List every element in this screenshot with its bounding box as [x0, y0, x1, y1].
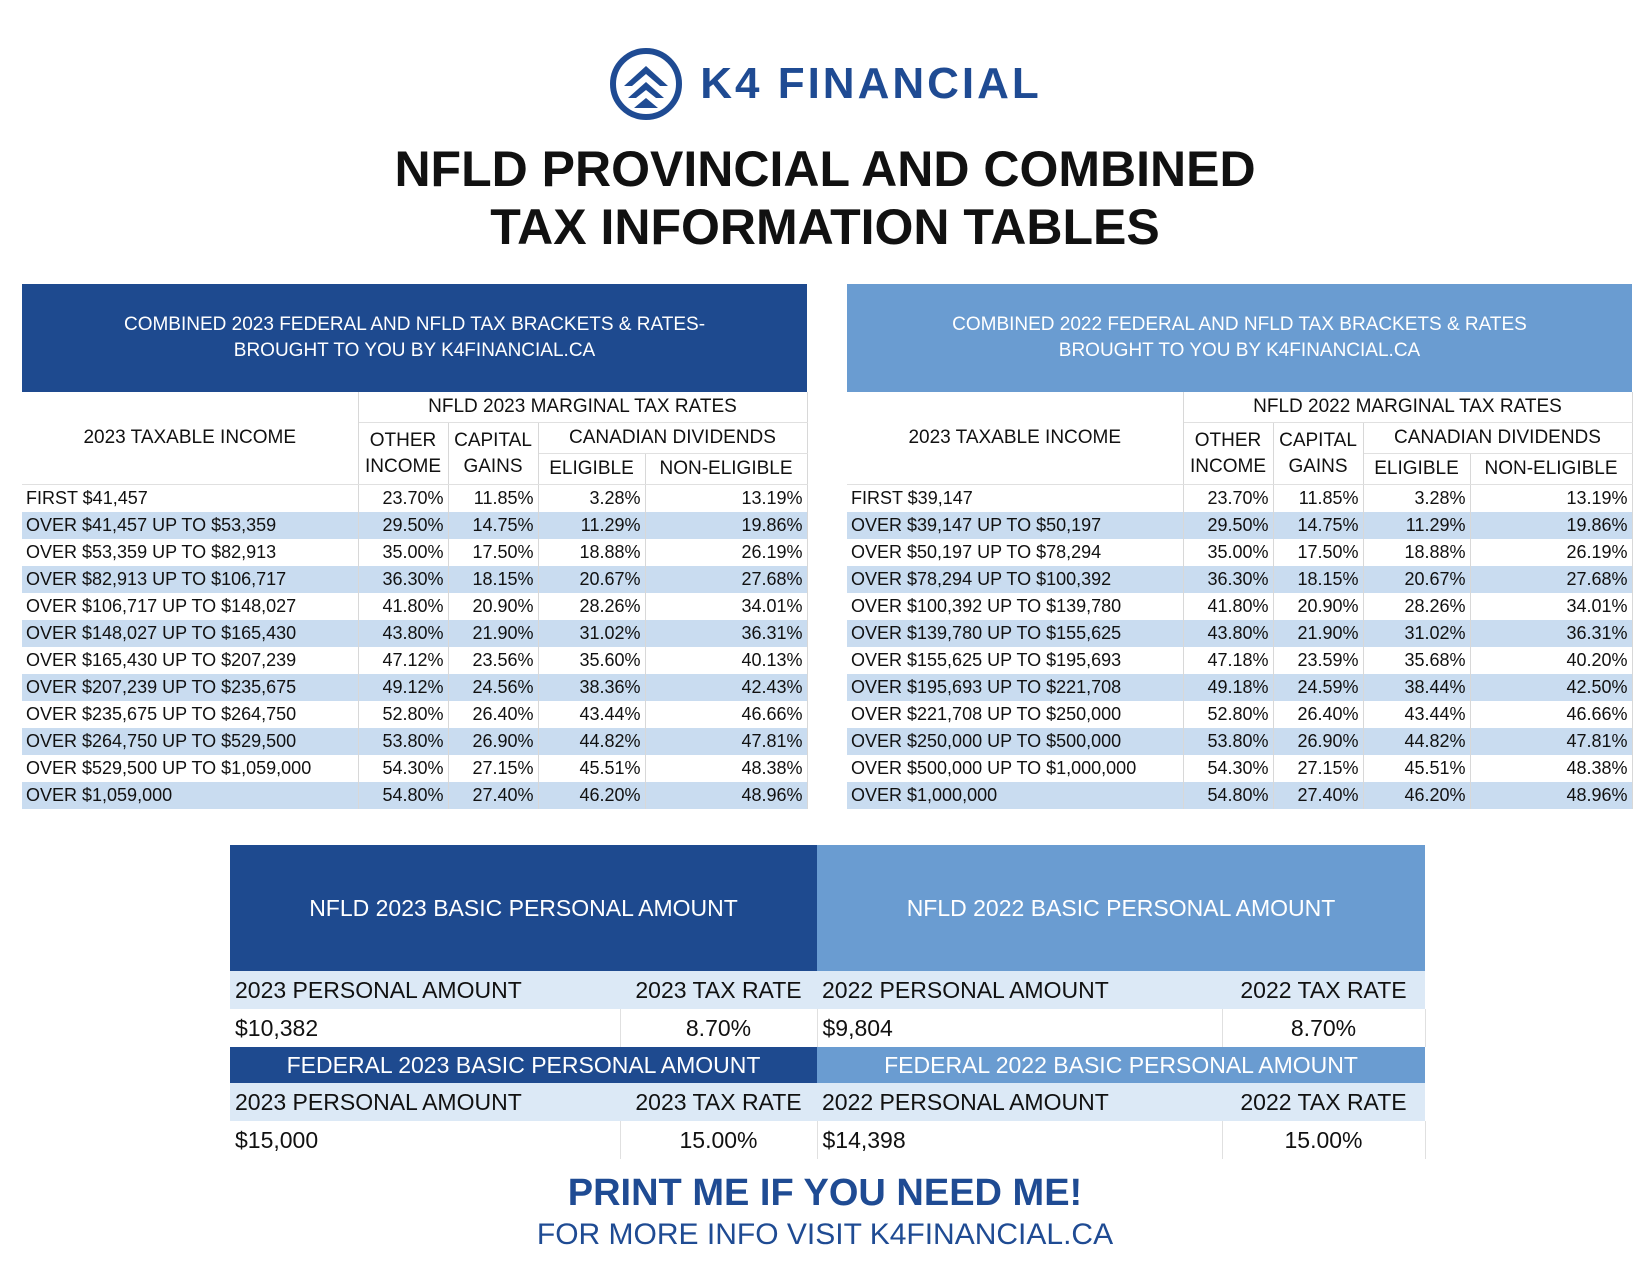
- federal-2022-bpa-header: FEDERAL 2022 BASIC PERSONAL AMOUNT: [817, 1047, 1425, 1083]
- non-eligible-dividend-cell: 13.19%: [645, 485, 807, 513]
- other-income-cell: 29.50%: [358, 512, 448, 539]
- other-income-cell: 36.30%: [1183, 566, 1273, 593]
- rate-2022-label: 2022 TAX RATE: [1222, 1083, 1425, 1121]
- tax-brackets-2022-body: [847, 485, 1632, 810]
- income-range-cell: OVER $1,000,000: [847, 782, 1183, 809]
- federal-2022-amount: $14,398: [817, 1121, 1222, 1159]
- other-income-header: OTHER INCOME: [358, 423, 448, 485]
- table-row: [22, 566, 807, 593]
- capital-gains-cell: 24.56%: [448, 674, 538, 701]
- income-range-cell: OVER $195,693 UP TO $221,708: [847, 674, 1183, 701]
- eligible-dividend-cell: 28.26%: [538, 593, 645, 620]
- income-range-cell: OVER $53,359 UP TO $82,913: [22, 539, 358, 566]
- table-row: [847, 512, 1632, 539]
- capital-gains-header: CAPITAL GAINS: [1273, 423, 1363, 485]
- brand-logo: [0, 46, 1650, 122]
- capital-gains-cell: 23.59%: [1273, 647, 1363, 674]
- table-row: [847, 485, 1632, 513]
- tax-brackets-2023-body: [22, 485, 807, 810]
- other-income-cell: 53.80%: [1183, 728, 1273, 755]
- more-info-link-text: FOR MORE INFO VISIT K4FINANCIAL.CA: [536, 1218, 1114, 1251]
- income-range-cell: OVER $264,750 UP TO $529,500: [22, 728, 358, 755]
- eligible-dividend-cell: 43.44%: [538, 701, 645, 728]
- tax-brackets-2022-table: [847, 284, 1633, 809]
- amount-2023-label: 2023 PERSONAL AMOUNT: [230, 971, 620, 1009]
- table-row: [847, 728, 1632, 755]
- non-eligible-dividend-cell: 48.96%: [645, 782, 807, 809]
- other-income-cell: 52.80%: [358, 701, 448, 728]
- eligible-dividend-cell: 20.67%: [1363, 566, 1470, 593]
- income-range-cell: FIRST $41,457: [22, 485, 358, 513]
- other-income-cell: 47.18%: [1183, 647, 1273, 674]
- capital-gains-cell: 17.50%: [448, 539, 538, 566]
- non-eligible-dividend-cell: 47.81%: [1470, 728, 1632, 755]
- other-income-header: OTHER INCOME: [1183, 423, 1273, 485]
- non-eligible-dividend-cell: 48.38%: [1470, 755, 1632, 782]
- table-row: [22, 512, 807, 539]
- amount-2022-label: 2022 PERSONAL AMOUNT: [817, 971, 1222, 1009]
- table-row: [22, 782, 807, 809]
- capital-gains-cell: 20.90%: [1273, 593, 1363, 620]
- table-row: [847, 701, 1632, 728]
- other-income-cell: 35.00%: [1183, 539, 1273, 566]
- tax-brackets-2023-header: [22, 284, 807, 392]
- tax-brackets-2022-header: [847, 284, 1632, 392]
- header-line1: COMBINED 2023 FEDERAL AND NFLD TAX BRACKETS & RATES-: [123, 314, 706, 335]
- other-income-cell: 43.80%: [1183, 620, 1273, 647]
- income-range-cell: OVER $78,294 UP TO $100,392: [847, 566, 1183, 593]
- taxable-income-header: 2023 TAXABLE INCOME: [22, 392, 358, 485]
- header-line1: COMBINED 2022 FEDERAL AND NFLD TAX BRACKETS & RATES: [952, 314, 1527, 335]
- income-range-cell: OVER $221,708 UP TO $250,000: [847, 701, 1183, 728]
- table-row: [22, 539, 807, 566]
- amount-2023-label: 2023 PERSONAL AMOUNT: [230, 1083, 620, 1121]
- non-eligible-dividend-cell: 42.50%: [1470, 674, 1632, 701]
- non-eligible-dividend-cell: 27.68%: [645, 566, 807, 593]
- table-row: [22, 620, 807, 647]
- other-income-cell: 36.30%: [358, 566, 448, 593]
- non-eligible-dividend-cell: 26.19%: [645, 539, 807, 566]
- non-eligible-dividend-cell: 36.31%: [645, 620, 807, 647]
- canadian-dividends-header: CANADIAN DIVIDENDS: [538, 423, 807, 454]
- federal-2023-bpa-header: FEDERAL 2023 BASIC PERSONAL AMOUNT: [230, 1047, 817, 1083]
- income-range-cell: OVER $139,780 UP TO $155,625: [847, 620, 1183, 647]
- other-income-cell: 41.80%: [358, 593, 448, 620]
- non-eligible-dividend-cell: 47.81%: [645, 728, 807, 755]
- income-range-cell: OVER $155,625 UP TO $195,693: [847, 647, 1183, 674]
- other-income-cell: 23.70%: [358, 485, 448, 513]
- table-row: [847, 620, 1632, 647]
- capital-gains-cell: 20.90%: [448, 593, 538, 620]
- income-range-cell: OVER $106,717 UP TO $148,027: [22, 593, 358, 620]
- page-title-line1: NFLD PROVINCIAL AND COMBINED: [394, 141, 1256, 197]
- income-range-cell: OVER $39,147 UP TO $50,197: [847, 512, 1183, 539]
- non-eligible-dividend-cell: 34.01%: [645, 593, 807, 620]
- non-eligible-dividend-cell: 48.38%: [645, 755, 807, 782]
- nfld-2022-amount: $9,804: [817, 1009, 1222, 1047]
- other-income-cell: 49.12%: [358, 674, 448, 701]
- amount-2022-label: 2022 PERSONAL AMOUNT: [817, 1083, 1222, 1121]
- eligible-dividend-cell: 43.44%: [1363, 701, 1470, 728]
- eligible-dividend-cell: 46.20%: [1363, 782, 1470, 809]
- capital-gains-cell: 27.15%: [448, 755, 538, 782]
- capital-gains-cell: 27.15%: [1273, 755, 1363, 782]
- non-eligible-dividend-cell: 42.43%: [645, 674, 807, 701]
- header-line2: BROUGHT TO YOU BY K4FINANCIAL.CA: [1058, 340, 1421, 361]
- eligible-dividend-cell: 38.44%: [1363, 674, 1470, 701]
- capital-gains-cell: 26.40%: [448, 701, 538, 728]
- eligible-dividend-cell: 3.28%: [1363, 485, 1470, 513]
- nfld-2022-bpa-header: NFLD 2022 BASIC PERSONAL AMOUNT: [817, 845, 1425, 971]
- other-income-cell: 35.00%: [358, 539, 448, 566]
- table-row: [847, 566, 1632, 593]
- eligible-dividend-cell: 38.36%: [538, 674, 645, 701]
- eligible-dividend-cell: 11.29%: [1363, 512, 1470, 539]
- rate-2023-label: 2023 TAX RATE: [620, 1083, 817, 1121]
- capital-gains-cell: 26.90%: [1273, 728, 1363, 755]
- non-eligible-dividend-cell: 26.19%: [1470, 539, 1632, 566]
- table-row: [847, 674, 1632, 701]
- other-income-cell: 54.30%: [358, 755, 448, 782]
- eligible-dividend-cell: 44.82%: [538, 728, 645, 755]
- capital-gains-cell: 27.40%: [1273, 782, 1363, 809]
- table-row: [847, 755, 1632, 782]
- other-income-cell: 53.80%: [358, 728, 448, 755]
- other-income-cell: 54.80%: [1183, 782, 1273, 809]
- non-eligible-dividend-cell: 46.66%: [1470, 701, 1632, 728]
- eligible-dividend-cell: 31.02%: [538, 620, 645, 647]
- taxable-income-header: 2023 TAXABLE INCOME: [847, 392, 1183, 485]
- table-row: [847, 593, 1632, 620]
- non-eligible-dividend-cell: 40.20%: [1470, 647, 1632, 674]
- table-row: [22, 701, 807, 728]
- eligible-dividend-cell: 3.28%: [538, 485, 645, 513]
- capital-gains-cell: 11.85%: [1273, 485, 1363, 513]
- capital-gains-cell: 18.15%: [1273, 566, 1363, 593]
- eligible-dividend-cell: 44.82%: [1363, 728, 1470, 755]
- eligible-dividend-cell: 45.51%: [538, 755, 645, 782]
- non-eligible-dividend-cell: 19.86%: [1470, 512, 1632, 539]
- other-income-cell: 29.50%: [1183, 512, 1273, 539]
- table-row: [847, 647, 1632, 674]
- table-row: [22, 674, 807, 701]
- income-range-cell: OVER $529,500 UP TO $1,059,000: [22, 755, 358, 782]
- nfld-2023-rate: 8.70%: [620, 1009, 817, 1047]
- capital-gains-cell: 24.59%: [1273, 674, 1363, 701]
- print-me-heading: PRINT ME IF YOU NEED ME!: [567, 1172, 1083, 1214]
- eligible-dividend-cell: 18.88%: [538, 539, 645, 566]
- income-range-cell: FIRST $39,147: [847, 485, 1183, 513]
- income-range-cell: OVER $165,430 UP TO $207,239: [22, 647, 358, 674]
- non-eligible-dividend-cell: 36.31%: [1470, 620, 1632, 647]
- capital-gains-cell: 17.50%: [1273, 539, 1363, 566]
- federal-2023-amount: $15,000: [230, 1121, 620, 1159]
- income-range-cell: OVER $82,913 UP TO $106,717: [22, 566, 358, 593]
- income-range-cell: OVER $148,027 UP TO $165,430: [22, 620, 358, 647]
- other-income-cell: 54.80%: [358, 782, 448, 809]
- non-eligible-dividend-cell: 46.66%: [645, 701, 807, 728]
- non-eligible-dividend-cell: 34.01%: [1470, 593, 1632, 620]
- non-eligible-dividend-cell: 48.96%: [1470, 782, 1632, 809]
- other-income-cell: 47.12%: [358, 647, 448, 674]
- eligible-dividend-cell: 20.67%: [538, 566, 645, 593]
- marginal-rates-header: NFLD 2022 MARGINAL TAX RATES: [1183, 392, 1632, 423]
- canadian-dividends-header: CANADIAN DIVIDENDS: [1363, 423, 1632, 454]
- capital-gains-cell: 26.90%: [448, 728, 538, 755]
- eligible-dividend-cell: 46.20%: [538, 782, 645, 809]
- rate-2022-label: 2022 TAX RATE: [1222, 971, 1425, 1009]
- eligible-dividend-cell: 45.51%: [1363, 755, 1470, 782]
- non-eligible-dividend-cell: 40.13%: [645, 647, 807, 674]
- other-income-cell: 52.80%: [1183, 701, 1273, 728]
- table-row: [847, 539, 1632, 566]
- other-income-cell: 41.80%: [1183, 593, 1273, 620]
- capital-gains-cell: 11.85%: [448, 485, 538, 513]
- capital-gains-cell: 27.40%: [448, 782, 538, 809]
- federal-2022-rate: 15.00%: [1222, 1121, 1425, 1159]
- rate-2023-label: 2023 TAX RATE: [620, 971, 817, 1009]
- capital-gains-header: CAPITAL GAINS: [448, 423, 538, 485]
- table-row: [22, 728, 807, 755]
- page-title-line2: TAX INFORMATION TABLES: [490, 199, 1160, 255]
- table-row: [22, 755, 807, 782]
- income-range-cell: OVER $100,392 UP TO $139,780: [847, 593, 1183, 620]
- capital-gains-cell: 23.56%: [448, 647, 538, 674]
- nfld-2023-bpa-header: NFLD 2023 BASIC PERSONAL AMOUNT: [230, 845, 817, 971]
- eligible-dividend-cell: 35.60%: [538, 647, 645, 674]
- eligible-dividend-cell: 11.29%: [538, 512, 645, 539]
- non-eligible-dividend-cell: 19.86%: [645, 512, 807, 539]
- table-row: [22, 593, 807, 620]
- k4-mountain-logo-icon: [608, 46, 684, 122]
- other-income-cell: 23.70%: [1183, 485, 1273, 513]
- eligible-header: ELIGIBLE: [1363, 454, 1470, 485]
- capital-gains-cell: 18.15%: [448, 566, 538, 593]
- nfld-2022-rate: 8.70%: [1222, 1009, 1425, 1047]
- capital-gains-cell: 21.90%: [1273, 620, 1363, 647]
- page-title: [0, 140, 1650, 256]
- header-line2: BROUGHT TO YOU BY K4FINANCIAL.CA: [233, 340, 596, 361]
- federal-2023-rate: 15.00%: [620, 1121, 817, 1159]
- income-range-cell: OVER $250,000 UP TO $500,000: [847, 728, 1183, 755]
- eligible-dividend-cell: 35.68%: [1363, 647, 1470, 674]
- income-range-cell: OVER $235,675 UP TO $264,750: [22, 701, 358, 728]
- income-range-cell: OVER $500,000 UP TO $1,000,000: [847, 755, 1183, 782]
- basic-personal-amount-table: [230, 845, 1426, 1159]
- non-eligible-header: NON-ELIGIBLE: [645, 454, 807, 485]
- capital-gains-cell: 21.90%: [448, 620, 538, 647]
- other-income-cell: 43.80%: [358, 620, 448, 647]
- other-income-cell: 49.18%: [1183, 674, 1273, 701]
- brand-name: K4 FINANCIAL: [700, 59, 1042, 108]
- capital-gains-cell: 14.75%: [448, 512, 538, 539]
- eligible-dividend-cell: 31.02%: [1363, 620, 1470, 647]
- eligible-header: ELIGIBLE: [538, 454, 645, 485]
- table-row: [22, 647, 807, 674]
- nfld-2023-amount: $10,382: [230, 1009, 620, 1047]
- income-range-cell: OVER $207,239 UP TO $235,675: [22, 674, 358, 701]
- non-eligible-dividend-cell: 13.19%: [1470, 485, 1632, 513]
- table-row: [847, 782, 1632, 809]
- table-row: [22, 485, 807, 513]
- capital-gains-cell: 26.40%: [1273, 701, 1363, 728]
- income-range-cell: OVER $50,197 UP TO $78,294: [847, 539, 1183, 566]
- income-range-cell: OVER $1,059,000: [22, 782, 358, 809]
- income-range-cell: OVER $41,457 UP TO $53,359: [22, 512, 358, 539]
- eligible-dividend-cell: 18.88%: [1363, 539, 1470, 566]
- eligible-dividend-cell: 28.26%: [1363, 593, 1470, 620]
- capital-gains-cell: 14.75%: [1273, 512, 1363, 539]
- marginal-rates-header: NFLD 2023 MARGINAL TAX RATES: [358, 392, 807, 423]
- other-income-cell: 54.30%: [1183, 755, 1273, 782]
- non-eligible-header: NON-ELIGIBLE: [1470, 454, 1632, 485]
- non-eligible-dividend-cell: 27.68%: [1470, 566, 1632, 593]
- tax-brackets-2023-table: [22, 284, 808, 809]
